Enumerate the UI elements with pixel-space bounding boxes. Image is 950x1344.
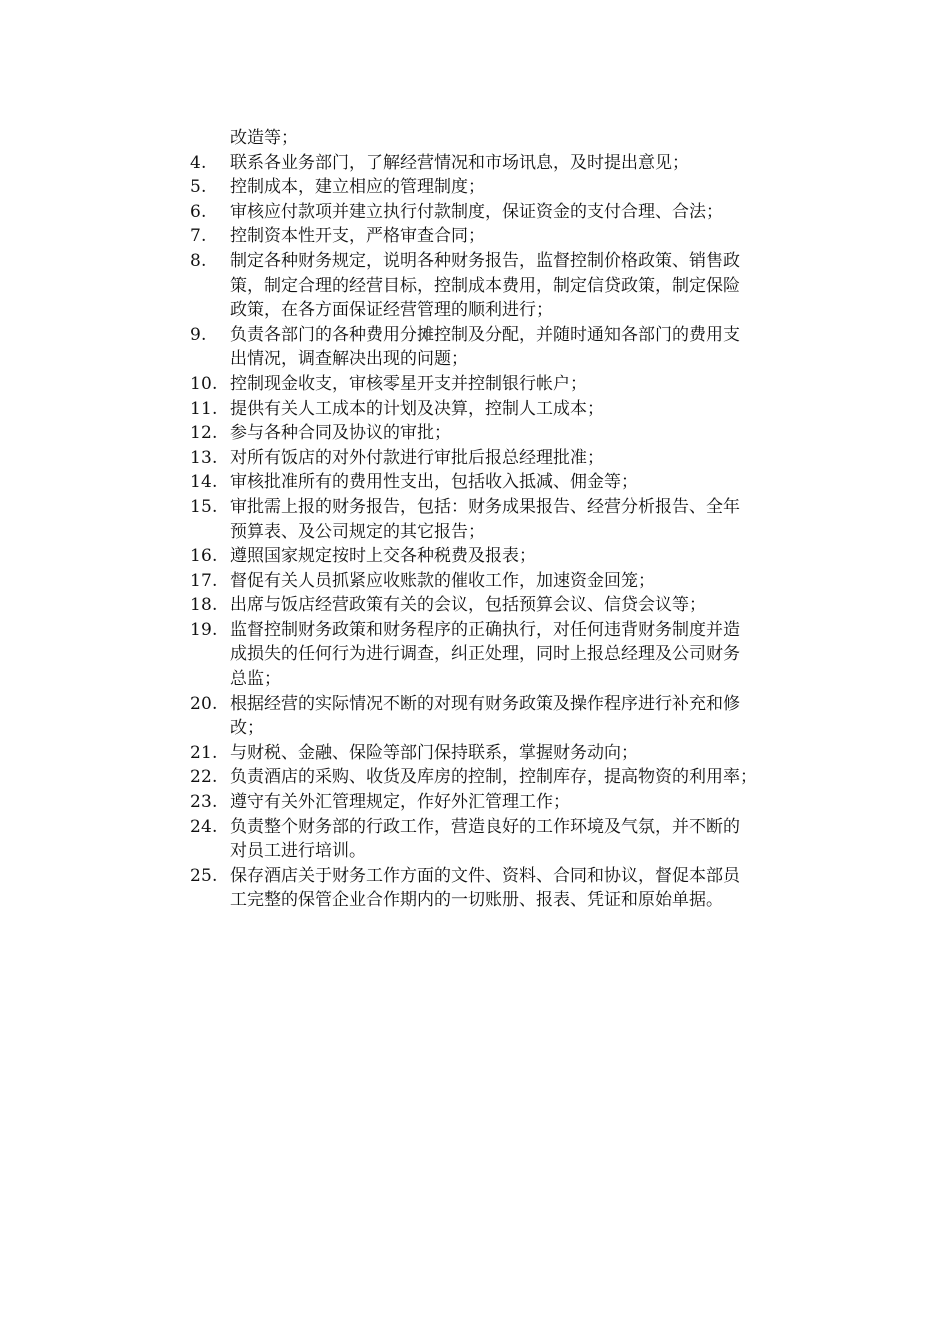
list-item-text: 审核批准所有的费用性支出，包括收入抵减、佣金等； bbox=[230, 472, 638, 493]
list-item-text: 保存酒店关于财务工作方面的文件、资料、合同和协议，督促本部员 工完整的保管企业合作期内的一切账册、报表、凭证和原始单据。 bbox=[230, 865, 740, 911]
list-item-number: 23. bbox=[190, 792, 218, 813]
list-item bbox=[190, 569, 830, 594]
list-item-number: 6. bbox=[190, 201, 207, 222]
list-item-number: 21. bbox=[190, 742, 218, 763]
list-item-number: 12. bbox=[190, 423, 218, 444]
list-item-number: 18. bbox=[190, 595, 218, 616]
list-item bbox=[190, 790, 830, 815]
list-item bbox=[190, 692, 830, 741]
duty-list bbox=[190, 126, 830, 913]
list-item-number: 7. bbox=[190, 226, 207, 247]
list-item bbox=[190, 544, 830, 569]
list-item bbox=[190, 249, 830, 323]
list-item-text: 审批需上报的财务报告，包括：财务成果报告、经营分析报告、全年 预算表、及公司规定的其它报告； bbox=[230, 496, 740, 542]
list-item-number: 5. bbox=[190, 177, 207, 198]
list-item bbox=[190, 446, 830, 471]
list-item bbox=[190, 323, 830, 372]
list-item-text: 对所有饭店的对外付款进行审批后报总经理批准； bbox=[230, 447, 604, 468]
list-item bbox=[190, 470, 830, 495]
list-item bbox=[190, 151, 830, 176]
list-item-number: 19. bbox=[190, 619, 218, 640]
list-item-text: 监督控制财务政策和财务程序的正确执行，对任何违背财务制度并造 成损失的任何行为进行调查，纠正处理，同时上报总经理及公司财务 总监； bbox=[230, 619, 740, 690]
list-item bbox=[190, 224, 830, 249]
list-item-text: 负责酒店的采购、收货及库房的控制，控制库存，提高物资的利用率； bbox=[230, 767, 757, 788]
list-item bbox=[190, 741, 830, 766]
list-item-number: 22. bbox=[190, 767, 218, 788]
list-item bbox=[190, 397, 830, 422]
list-item-number: 13. bbox=[190, 447, 218, 468]
list-item-number: 11. bbox=[190, 398, 218, 419]
list-item bbox=[190, 175, 830, 200]
list-item bbox=[190, 593, 830, 618]
list-item bbox=[190, 765, 830, 790]
list-item-number: 14. bbox=[190, 472, 218, 493]
list-item-text: 控制成本，建立相应的管理制度； bbox=[230, 177, 485, 198]
list-item-text: 出席与饭店经营政策有关的会议，包括预算会议、信贷会议等； bbox=[230, 595, 706, 616]
list-item-text: 遵守有关外汇管理规定，作好外汇管理工作； bbox=[230, 792, 570, 813]
list-item bbox=[190, 200, 830, 225]
list-item bbox=[190, 126, 830, 151]
list-item-text: 提供有关人工成本的计划及决算，控制人工成本； bbox=[230, 398, 604, 419]
list-item-text: 参与各种合同及协议的审批； bbox=[230, 423, 451, 444]
list-item-number: 25. bbox=[190, 865, 218, 886]
list-item bbox=[190, 618, 830, 692]
list-item-text: 改造等； bbox=[230, 128, 298, 148]
list-item-text: 制定各种财务规定，说明各种财务报告，监督控制价格政策、销售政 策，制定合理的经营目标，控制成本费用，制定信贷政策，制定保险 政策，在各方面保证经营管理的顺利进行； bbox=[230, 250, 740, 321]
list-item-text: 负责整个财务部的行政工作，营造良好的工作环境及气氛，并不断的 对员工进行培训。 bbox=[230, 816, 740, 862]
list-item-number: 4. bbox=[190, 152, 207, 173]
list-item-number: 10. bbox=[190, 373, 218, 394]
list-item-text: 根据经营的实际情况不断的对现有财务政策及操作程序进行补充和修 改； bbox=[230, 693, 740, 739]
list-item-text: 联系各业务部门，了解经营情况和市场讯息，及时提出意见； bbox=[230, 152, 689, 173]
list-item-number: 16. bbox=[190, 546, 218, 567]
list-item bbox=[190, 815, 830, 864]
list-item-number: 24. bbox=[190, 816, 218, 837]
list-item-number: 9. bbox=[190, 324, 207, 345]
list-item bbox=[190, 372, 830, 397]
list-item-text: 控制资本性开支，严格审查合同； bbox=[230, 226, 485, 247]
list-item bbox=[190, 495, 830, 544]
list-item-number: 17. bbox=[190, 570, 218, 591]
list-item-text: 负责各部门的各种费用分摊控制及分配，并随时通知各部门的费用支 出情况，调查解决出现的问题； bbox=[230, 324, 740, 370]
list-item-text: 与财税、金融、保险等部门保持联系，掌握财务动向； bbox=[230, 742, 638, 763]
list-item bbox=[190, 864, 830, 913]
list-item-text: 督促有关人员抓紧应收账款的催收工作，加速资金回笼； bbox=[230, 570, 655, 591]
list-item-text: 遵照国家规定按时上交各种税费及报表； bbox=[230, 546, 536, 567]
list-item-text: 审核应付款项并建立执行付款制度，保证资金的支付合理、合法； bbox=[230, 201, 723, 222]
list-item-text: 控制现金收支，审核零星开支并控制银行帐户； bbox=[230, 373, 587, 394]
list-item-number: 15. bbox=[190, 496, 218, 517]
list-item-number: 8. bbox=[190, 250, 207, 271]
list-item bbox=[190, 421, 830, 446]
list-item-number: 20. bbox=[190, 693, 218, 714]
